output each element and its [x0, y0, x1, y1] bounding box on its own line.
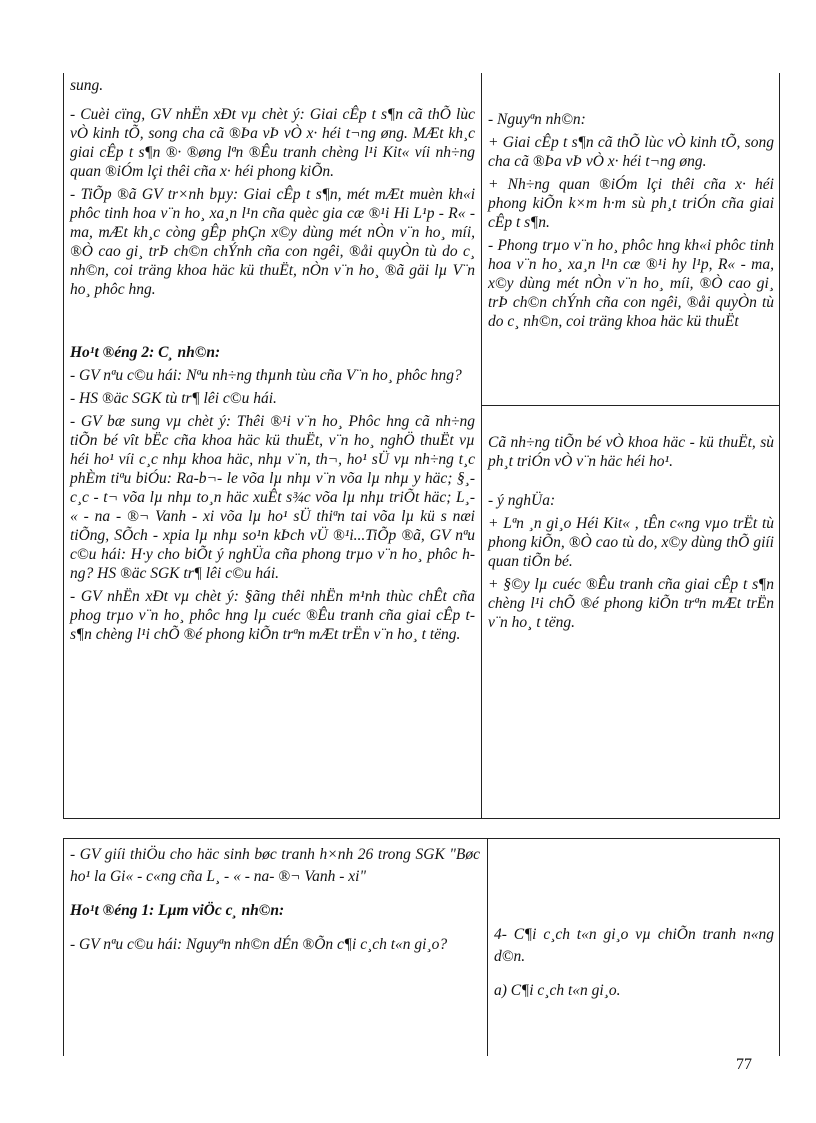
text-paragraph: sung.	[70, 77, 104, 94]
text-paragraph: Cã nh÷ng tiÕn bé vÒ khoa häc - kü thuËt, sù ph¸t triÓn vÒ v¨n häc héi ho¹.	[488, 434, 774, 470]
lower-right-cell	[494, 844, 774, 1014]
text-paragraph: - GV nªu c©u hái: Nguyªn nh©n dÉn ®Õn c¶i c¸ch t«n gi¸o?	[70, 936, 448, 953]
text-paragraph: - Cuèi cïng, GV nhËn xÐt vµ chèt ý: Giai cÊp t s¶n cã thÕ lùc vÒ kinh tÕ, song cha cã ®Þa vÞ vÒ x· héi t¬ng øng. MÆt kh¸c giai cÊp t s¶n ®· ®øng lªn ®Êu tranh chèng l¹i Kit« víi nh÷ng quan ®iÓm lçi thêi cña x· héi phong kiÕn.	[70, 106, 475, 180]
text-paragraph: - GV nªu c©u hái: Nªu nh÷ng thµnh tùu cña V¨n ho¸ phôc hng?	[70, 367, 462, 384]
text-paragraph: - GV giíi thiÖu cho häc sinh bøc tranh h×nh 26 trong SGK "Bøc ho¹ la Gi« - c«ng cña L¸ - « - na- ®¬ Vanh - xi"	[70, 846, 480, 885]
text-paragraph: - Phong trµo v¨n ho¸ phôc hng kh«i phôc tinh hoa v¨n ho¸ xa¸n l¹n cæ ®¹i hy l¹p, R« - ma, x©y dùng mét nÒn v¨n ho¸ míi, ®Ò cao gi¸ trÞ ch©n chÝnh cña con ngêi, ®åi quyÒn tù do c¸ nh©n, coi träng khoa häc kü thuËt	[488, 237, 774, 330]
page-number: 77	[736, 1056, 752, 1073]
text-paragraph: - GV bæ sung vµ chèt ý: Thêi ®¹i v¨n ho¸ Phôc hng cã nh÷ng tiÕn bé vît bËc cña khoa häc kü thuËt, v¨n ho¸ nghÖ thuËt vµ héi ho¹ víi c¸c nhµ khoa häc, nhµ v¨n, th¬, ho¹ sÜ vµ nh÷ng t¸c phÈm tiªu biÓu: Ra-b¬- le võa lµ nhµ v¨n võa lµ nhµ y häc; §¸- c¸c - t¬ võa lµ nhµ to¸n häc xuÊt s¾c võa lµ nhµ triÕt häc; L¸- « - na - ®¬ Vanh - xi võa lµ ho¹ sÜ thiªn tai võa lµ kü s næi tiÕng, SÕch - xpia lµ nhµ so¹n kÞch vÜ ®¹i...TiÕp ®ã, GV nªu c©u hái: H·y cho biÕt ý nghÜa cña phong trµo v¨n ho¸ phôc hng? HS ®äc SGK tr¶ lêi c©u hái.	[70, 413, 475, 582]
upper-table-row-divider	[481, 405, 780, 406]
upper-table-divider	[481, 73, 482, 819]
text-paragraph: + Nh÷ng quan ®iÓm lçi thêi cña x· héi phong kiÕn k×m h·m sù ph¸t triÓn cña giai cÊp t s¶n.	[488, 176, 774, 231]
upper-right-cell-top	[488, 110, 774, 335]
text-paragraph: - GV nhËn xÐt vµ chèt ý: §ãng thêi nhËn m¹nh thùc chÊt cña phog trµo v¨n ho¸ phôc hng lµ cuéc ®Êu tranh cña giai cÊp t s¶n chèng l¹i chÕ ®é phong kiÕn trªn mÆt trËn v¨n ho¸ t tëng.	[70, 588, 475, 643]
text-paragraph: + Lªn ¸n gi¸o Héi Kit« , tÊn c«ng vµo trËt tù phong kiÕn, ®Ò cao tù do, x©y dùng thÕ giíi quan tiÕn bé.	[488, 515, 774, 570]
text-paragraph: + Giai cÊp t s¶n cã thÕ lùc vÒ kinh tÕ, song cha cã ®Þa vÞ vÒ x· héi t¬ng øng.	[488, 134, 774, 170]
text-paragraph: - Nguyªn nh©n:	[488, 111, 586, 128]
section-heading: Ho¹t ®éng 2: C¸ nh©n:	[70, 344, 221, 361]
text-paragraph: - TiÕp ®ã GV tr×nh bµy: Giai cÊp t s¶n, mét mÆt muèn kh«i phôc tinh hoa v¨n ho¸ xa¸n l¹n cña quèc gia cæ ®¹i Hi L¹p - R« - ma, mÆt kh¸c còng gÊp phÇn x©y dùng mét nÒn v¨n ho¸ míi, ®Ò cao gi¸ trÞ ch©n chÝnh cña con ngêi, ®åi quyÒn tù do c¸ nh©n, coi träng khoa häc kü thuËt, nÒn v¨n ho¸ ®ã gäi lµ V¨n ho¸ phôc hng.	[70, 186, 475, 298]
section-heading: 4- C¶i c¸ch t«n gi¸o vµ chiÕn tranh n«ng d©n.	[494, 926, 774, 965]
text-paragraph: - ý nghÜa:	[488, 492, 556, 509]
upper-left-cell	[70, 76, 475, 648]
text-paragraph: + §©y lµ cuéc ®Êu tranh cña giai cÊp t s¶n chèng l¹i chÕ ®é phong kiÕn trªn mÆt trËn v¨n ho¸ t tëng.	[488, 576, 774, 631]
lower-left-cell	[70, 844, 480, 968]
section-heading: Ho¹t ®éng 1: Lµm viÖc c¸ nh©n:	[70, 902, 285, 919]
text-paragraph	[494, 844, 774, 912]
text-paragraph: a) C¶i c¸ch t«n gi¸o.	[494, 982, 621, 999]
upper-right-cell-bottom	[488, 433, 774, 636]
text-paragraph: - HS ®äc SGK tù tr¶ lêi c©u hái.	[70, 390, 277, 407]
lower-table-divider	[487, 838, 488, 1056]
